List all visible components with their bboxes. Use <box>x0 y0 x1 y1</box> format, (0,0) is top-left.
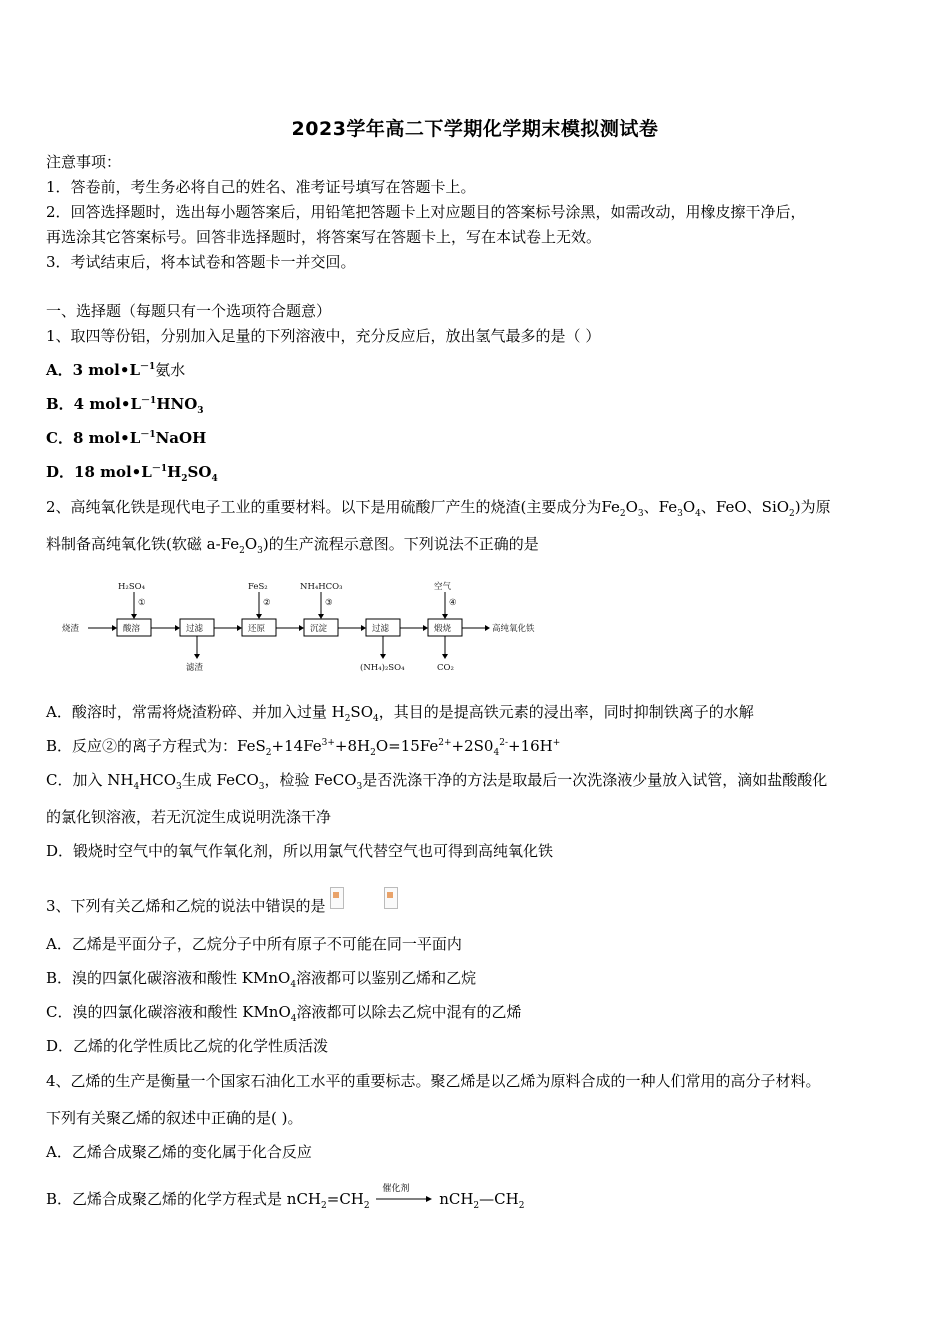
question-1-option-c: C．8 $mol•L^{-1}NaOH$ <box>46 429 207 447</box>
question-1-stem: 1、取四等份铝，分别加入足量的下列溶液中，充分反应后，放出氢气最多的是（ ） <box>46 327 601 345</box>
question-2-option-a: A．酸溶时，常需将烧渣粉碎、并加入过量 $H_2SO_4$，其目的是提高铁元素的浸出率，同时抑制铁离子的水解 <box>46 703 754 724</box>
flow-step: 沉淀 <box>310 624 328 634</box>
flow-step: 酸溶 <box>123 624 141 634</box>
question-3-option-b: B．溴的四氯化碳溶液和酸性 KMnO$_4$溶液都可以鉴别乙烯和乙烷 <box>46 969 477 990</box>
notice-heading: 注意事项： <box>46 153 122 171</box>
flow-step: 煅烧 <box>434 624 452 634</box>
flow-reagent: H₂SO₄ <box>118 582 146 592</box>
flow-mark: ② <box>263 598 271 608</box>
flow-output: 滤渣 <box>186 663 204 673</box>
flow-mark: ④ <box>449 598 457 608</box>
notice-item: 再选涂其它答案标号。回答非选择题时，将答案写在答题卡上，写在本试卷上无效。 <box>46 228 602 246</box>
flow-step: 过滤 <box>372 624 390 634</box>
question-2-option-c-line1: C．加入 $NH_4HCO_3$生成 FeCO$_3$，检验 FeCO$_3$是否洗涤干净的方法是取最后一次洗涤液少量放入试管，滴如盐酸酸化 <box>46 771 828 792</box>
flow-reagent: NH₄HCO₃ <box>300 582 343 592</box>
question-3-option-d: D．乙烯的化学性质比乙烷的化学性质活泼 <box>46 1037 329 1055</box>
flow-step: 还原 <box>248 624 266 634</box>
question-3-option-a: A．乙烯是平面分子，乙烷分子中所有原子不可能在同一平面内 <box>46 935 462 953</box>
question-2-option-d: D．锻烧时空气中的氧气作氧化剂，所以用氯气代替空气也可得到高纯氧化铁 <box>46 842 554 860</box>
question-3-option-c: C．溴的四氯化碳溶液和酸性 KMnO$_4$溶液都可以除去乙烷中混有的乙烯 <box>46 1003 522 1024</box>
notice-item: 3．考试结束后，将本试卷和答题卡一并交回。 <box>46 253 356 271</box>
notice-item: 2．回答选择题时，选出每小题答案后，用铅笔把答题卡上对应题目的答案标号涂黑，如需改动，用橡皮擦干净后， <box>46 203 806 221</box>
molecule-image-icon <box>330 887 344 909</box>
flow-start: 烧渣 <box>62 624 80 634</box>
question-1-option-a: A．3 $mol•L^{-1}$氨水 <box>46 361 186 379</box>
question-1-option-b: B．4 $mol•L^{-1}HNO_3$ <box>46 395 204 416</box>
process-flow-diagram <box>60 576 560 678</box>
catalyst-label: 催化剂 <box>382 1184 410 1194</box>
question-4-option-a: A．乙烯合成聚乙烯的变化属于化合反应 <box>46 1143 312 1161</box>
question-2-stem-line1: 2、高纯氧化铁是现代电子工业的重要材料。以下是用硫酸厂产生的烧渣(主要成分为$Fe_2O_3$、$Fe_3O_4$、FeO、SiO$_2$)为原 <box>46 498 831 519</box>
question-2-stem-line2: 料制备高纯氧化铁(软磁 $a-Fe_2O_3$)的生产流程示意图。下列说法不正确的是 <box>46 535 539 556</box>
notice-item: 1．答卷前，考生务必将自己的姓名、准考证号填写在答题卡上。 <box>46 178 476 196</box>
flow-reagent: FeS₂ <box>248 582 268 592</box>
flow-output: (NH₄)₂SO₄ <box>360 663 405 673</box>
question-4-stem-line2: 下列有关聚乙烯的叙述中正确的是( )。 <box>46 1109 303 1127</box>
section-heading: 一、选择题（每题只有一个选项符合题意） <box>46 302 332 320</box>
question-2-option-c-line2: 的氯化钡溶液，若无沉淀生成说明洗涤干净 <box>46 808 332 826</box>
exam-title: 2023学年高二下学期化学期末模拟测试卷 <box>291 118 659 140</box>
flow-end: 高纯氧化铁 <box>492 624 535 634</box>
question-1-option-d: D．18 $mol•L^{-1}H_2SO_4$ <box>46 463 218 484</box>
molecule-image-icon <box>384 887 398 909</box>
reaction-arrow <box>376 1184 432 1207</box>
question-4-option-b: B．乙烯合成聚乙烯的化学方程式是 $nCH_2=CH_2$ 催化剂 $nCH_2—CH_2$ <box>46 1189 524 1209</box>
question-3-stem: 3、下列有关乙烯和乙烷的说法中错误的是 <box>46 887 398 916</box>
flow-output: CO₂ <box>437 663 454 673</box>
question-4-stem-line1: 4、乙烯的生产是衡量一个国家石油化工水平的重要标志。聚乙烯是以乙烯为原料合成的一种人们常用的高分子材料。 <box>46 1072 821 1090</box>
question-2-option-b: B．反应②的离子方程式为：$FeS_2+14Fe^{3+}+8H_2O=15Fe^{2+}+2S0_4^{2-}+16H^+$ <box>46 737 561 758</box>
flow-reagent: 空气 <box>434 582 452 592</box>
flow-mark: ① <box>138 598 146 608</box>
flow-step: 过滤 <box>186 624 204 634</box>
flow-mark: ③ <box>325 598 333 608</box>
